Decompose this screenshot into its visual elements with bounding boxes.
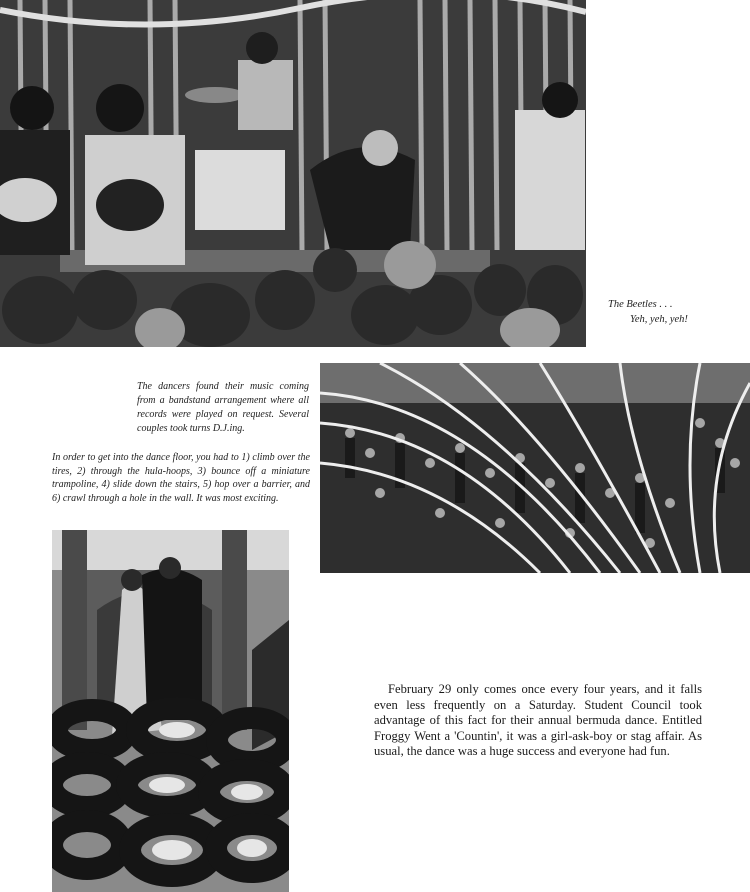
article-body: February 29 only comes once every four years, and it falls even less frequently on a Saturday. Student Council took advantage of this fact for their annual bermuda dance. Entitled Froggy Went a 'Countin', it was a girl-ask-boy or stag affair. As usual, the dance was a huge success and everyone had fun. xyxy=(374,682,702,759)
dj-caption: The dancers found their music coming from a bandstand arrangement where all records were played on request. Several couples took turns D.J.ing. xyxy=(137,381,309,434)
dance-floor-photo xyxy=(320,363,750,573)
band-caption-line1: The Beetles . . . xyxy=(608,299,673,310)
band-photo xyxy=(0,0,586,347)
tires-doorway-photo xyxy=(52,530,289,892)
band-caption xyxy=(608,297,748,327)
band-caption-line2: Yeh, yeh, yeh! xyxy=(630,314,688,325)
entry-caption: In order to get into the dance floor, you had to 1) climb over the tires, 2) through the hula-hoops, 3) bounce off a miniature trampoline, 4) slide down the stairs, 5) hop over a barrier, and 6) crawl through a hole in the wall. It was most exciting. xyxy=(52,452,310,504)
